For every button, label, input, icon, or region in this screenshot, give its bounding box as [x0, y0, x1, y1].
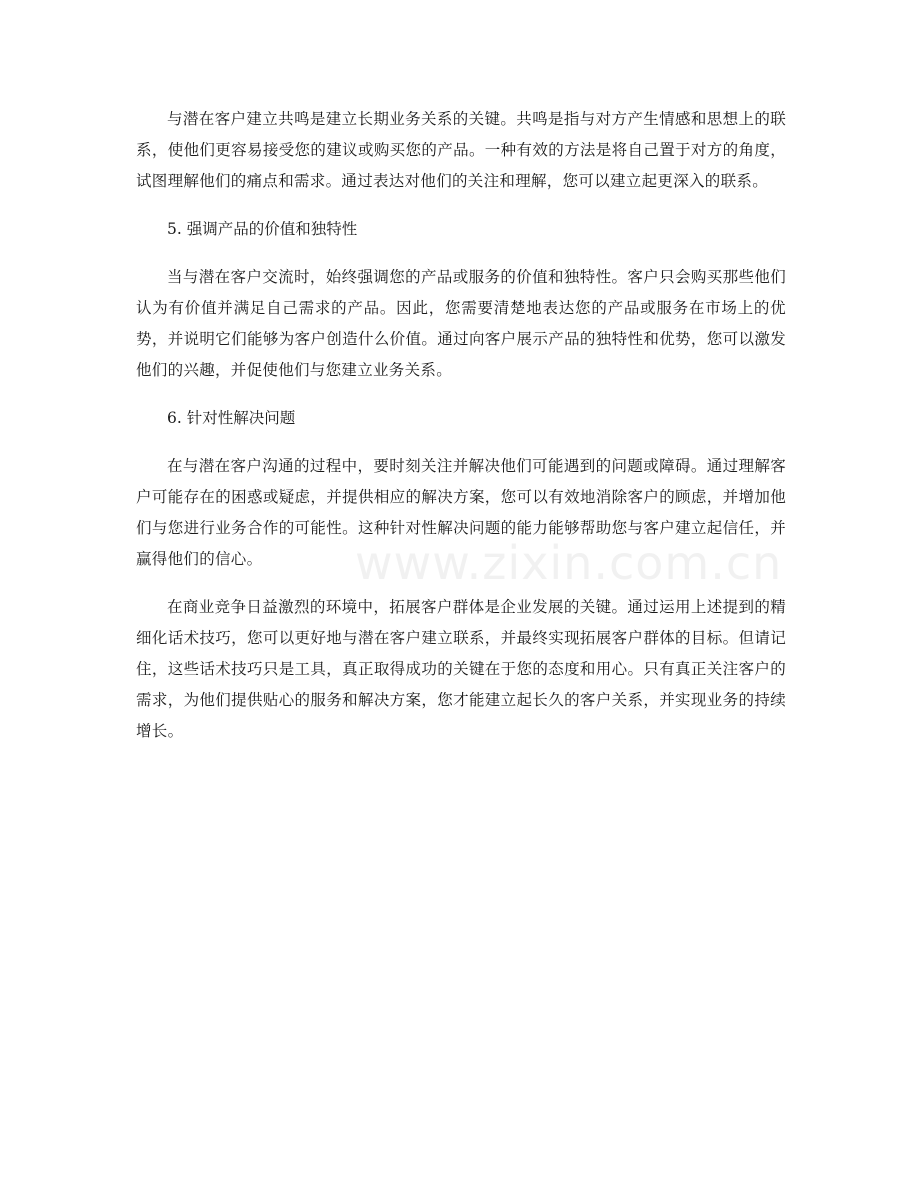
heading-section-6: 6. 针对性解决问题	[167, 409, 296, 427]
paragraph-resonance: 与潜在客户建立共鸣是建立长期业务关系的关键。共鸣是指与对方产生情感和思想上的联系，使他们更容易接受您的建议或购买您的产品。一种有效的方法是将自己置于对方的角度，试图理解他们的痛点和需求。通过表达对他们的关注和理解，您可以建立起更深入的联系。	[136, 110, 786, 190]
watermark: www.zixin.com.cn	[355, 536, 783, 590]
document-body	[136, 104, 786, 747]
heading-section-5: 5. 强调产品的价值和独特性	[167, 220, 358, 238]
paragraph-product-value: 当与潜在客户交流时，始终强调您的产品或服务的价值和独特性。客户只会购买那些他们认为有价值并满足自己需求的产品。因此，您需要清楚地表达您的产品或服务在市场上的优势，并说明它们能够为客户创造什么价值。通过向客户展示产品的独特性和优势，您可以激发他们的兴趣，并促使他们与您建立业务关系。	[136, 268, 786, 379]
paragraph-conclusion: 在商业竞争日益激烈的环境中，拓展客户群体是企业发展的关键。通过运用上述提到的精细化话术技巧，您可以更好地与潜在客户建立联系，并最终实现拓展客户群体的目标。但请记住，这些话术技巧只是工具，真正取得成功的关键在于您的态度和用心。只有真正关注客户的需求，为他们提供贴心的服务和解决方案，您才能建立起长久的客户关系，并实现业务的持续增长。	[136, 598, 786, 740]
paragraph-problem-solving: 在与潜在客户沟通的过程中，要时刻关注并解决他们可能遇到的问题或障碍。通过理解客户可能存在的困惑或疑虑，并提供相应的解决方案，您可以有效地消除客户的顾虑，并增加他们与您进行业务合作的可能性。这种针对性解决问题的能力能够帮助您与客户建立起信任，并赢得他们的信心。	[136, 457, 786, 568]
